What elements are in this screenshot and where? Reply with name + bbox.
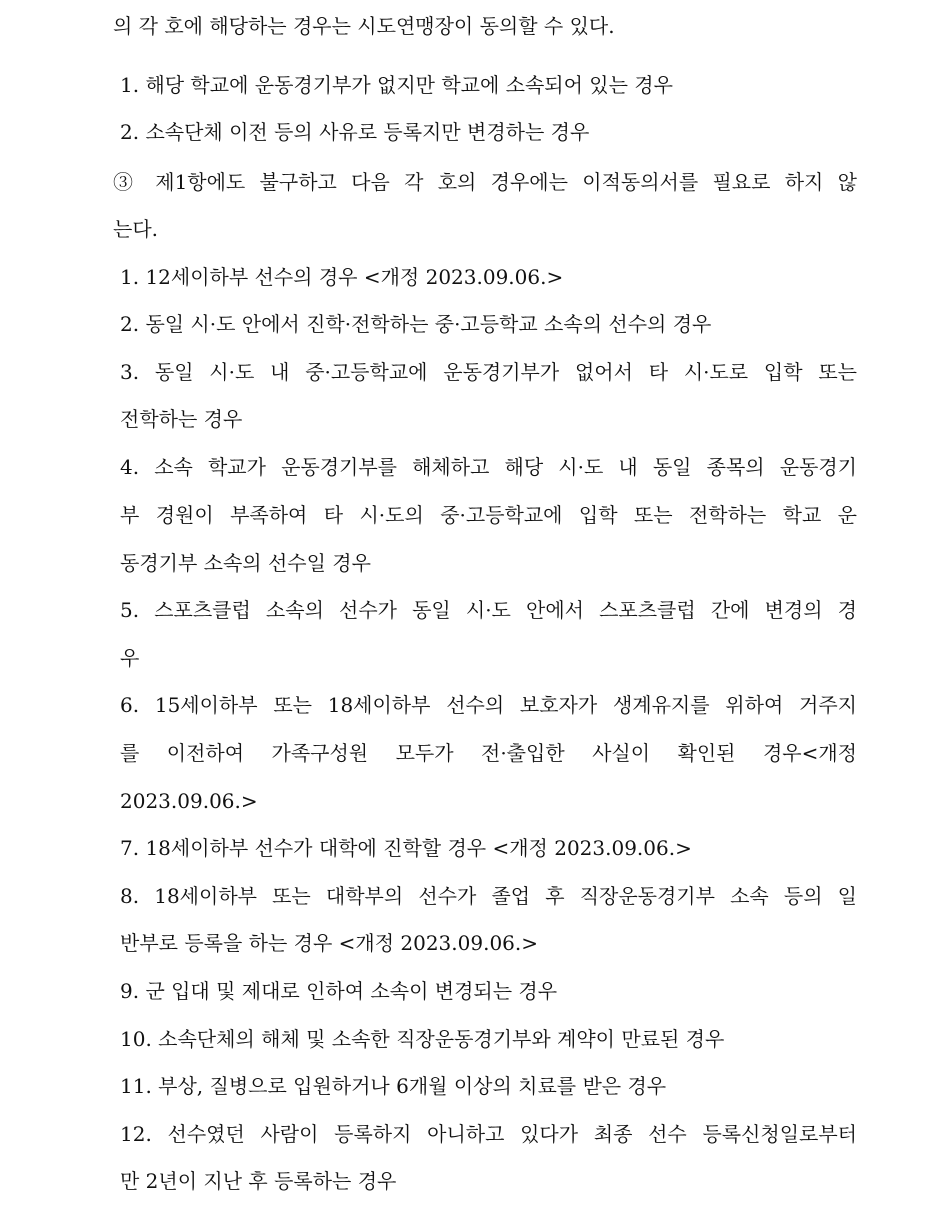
list-item-continuation: 우 (120, 646, 140, 670)
list-item: 2. 소속단체 이전 등의 사유로 등록지만 변경하는 경우 (120, 120, 590, 144)
list-item: 12. 선수였던 사람이 등록하지 아니하고 있다가 최종 선수 등록신청일로부터 (120, 1122, 857, 1146)
list-item: 8. 18세이하부 또는 대학부의 선수가 졸업 후 직장운동경기부 소속 등의 일 (120, 884, 857, 908)
list-item: 11. 부상, 질병으로 입원하거나 6개월 이상의 치료를 받은 경우 (120, 1074, 667, 1098)
list-item: 9. 군 입대 및 제대로 인하여 소속이 변경되는 경우 (120, 979, 558, 1003)
list-item-continuation: 만 2년이 지난 후 등록하는 경우 (120, 1169, 397, 1193)
list-item: 7. 18세이하부 선수가 대학에 진학할 경우 <개정 2023.09.06.> (120, 836, 692, 860)
list-item: 1. 해당 학교에 운동경기부가 없지만 학교에 소속되어 있는 경우 (120, 73, 673, 97)
list-item: 6. 15세이하부 또는 18세이하부 선수의 보호자가 생계유지를 위하여 거주지 (120, 693, 857, 717)
list-item: 2. 동일 시·도 안에서 진학·전학하는 중·고등학교 소속의 선수의 경우 (120, 312, 712, 336)
list-item: 1. 12세이하부 선수의 경우 <개정 2023.09.06.> (120, 265, 564, 289)
list-item: 5. 스포츠클럽 소속의 선수가 동일 시·도 안에서 스포츠클럽 간에 변경의 경 (120, 598, 857, 622)
paragraph-line: ③ 제1항에도 불구하고 다음 각 호의 경우에는 이적동의서를 필요로 하지 않 (113, 170, 857, 194)
text-line: 의 각 호에 해당하는 경우는 시도연맹장이 동의할 수 있다. (113, 14, 615, 38)
list-item: 4. 소속 학교가 운동경기부를 해체하고 해당 시·도 내 동일 종목의 운동경기 (120, 455, 857, 479)
list-item-continuation: 부 경원이 부족하여 타 시·도의 중·고등학교에 입학 또는 전학하는 학교 운 (120, 503, 857, 527)
list-item-continuation: 반부로 등록을 하는 경우 <개정 2023.09.06.> (120, 931, 539, 955)
list-item-continuation: 를 이전하여 가족구성원 모두가 전·출입한 사실이 확인된 경우<개정 (120, 741, 857, 765)
list-item-continuation: 동경기부 소속의 선수일 경우 (120, 551, 371, 575)
list-item-continuation: 2023.09.06.> (120, 789, 258, 813)
list-item: 3. 동일 시·도 내 중·고등학교에 운동경기부가 없어서 타 시·도로 입학 또는 (120, 360, 857, 384)
list-item-continuation: 전학하는 경우 (120, 407, 243, 431)
paragraph-line: 는다. (113, 217, 158, 241)
list-item: 10. 소속단체의 해체 및 소속한 직장운동경기부와 계약이 만료된 경우 (120, 1027, 725, 1051)
